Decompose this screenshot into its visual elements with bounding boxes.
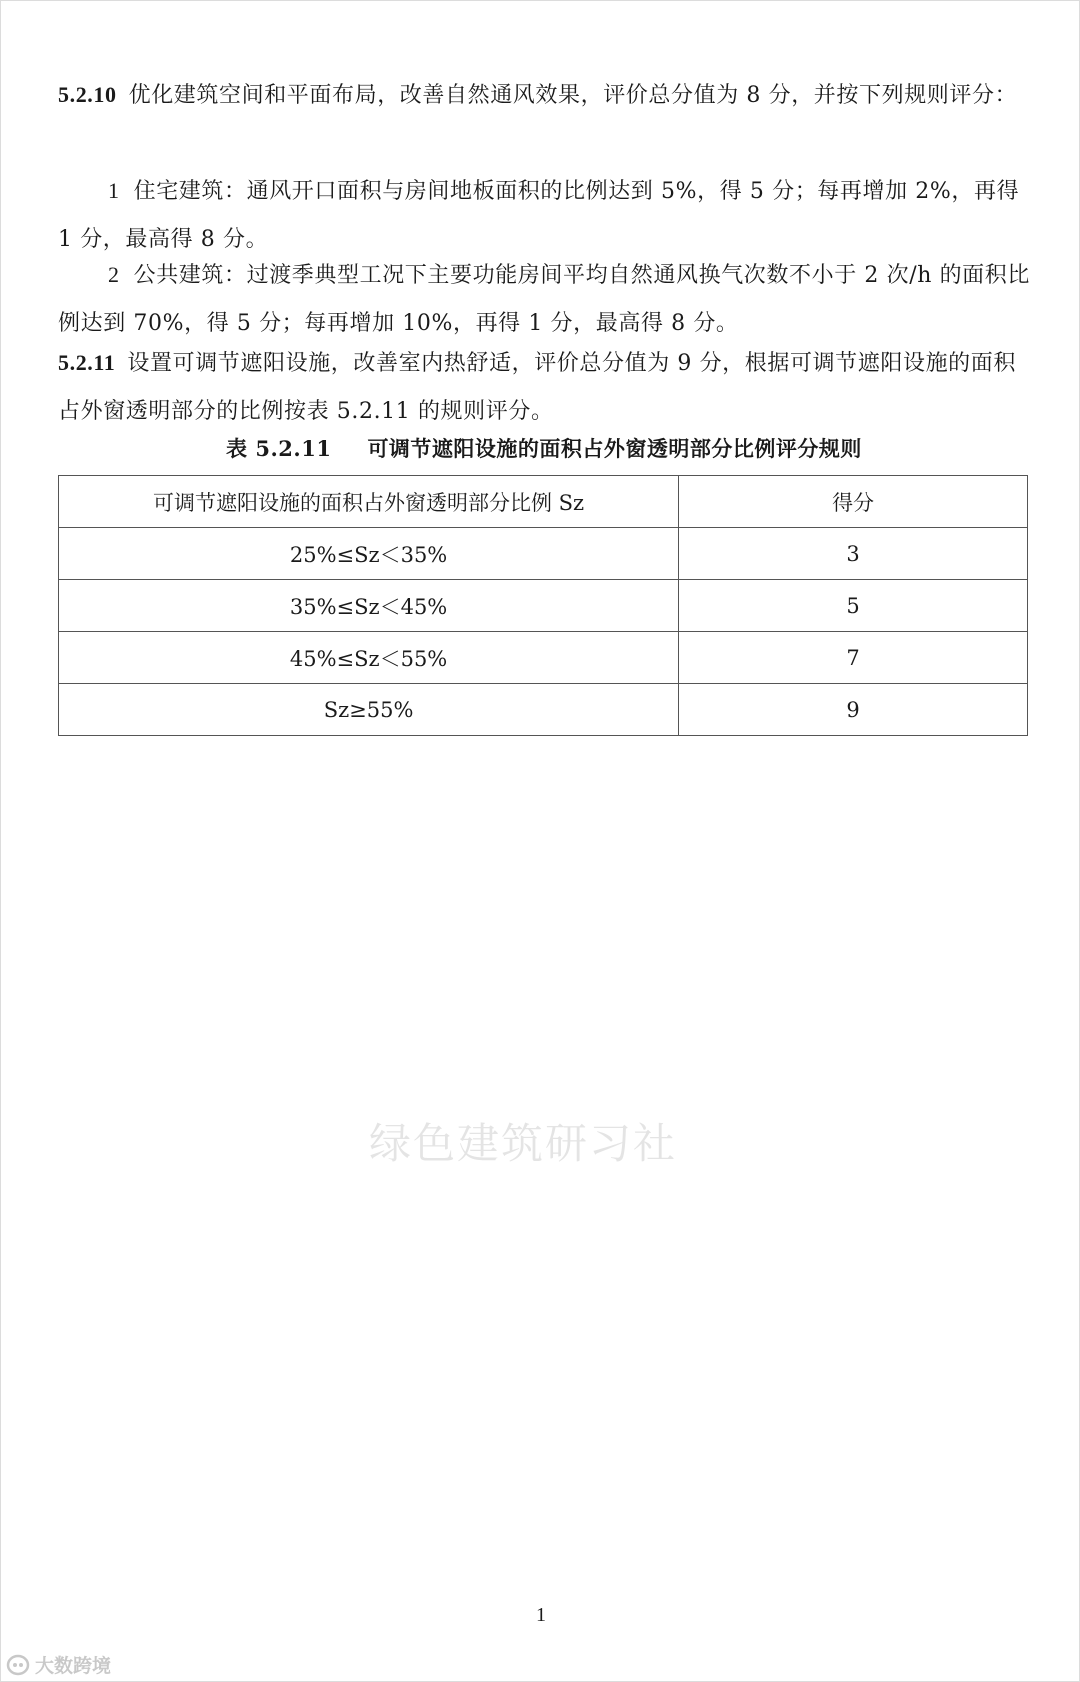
- clause-number: 5.2.10: [58, 82, 117, 107]
- clause-5-2-10: [58, 71, 1030, 120]
- table-header-row: [59, 476, 1028, 528]
- corner-watermark-logo-icon: [5, 1651, 145, 1679]
- clause-text: 优化建筑空间和平面布局，改善自然通风效果，评价总分值为 8 分，并按下列规则评分：: [128, 83, 1018, 108]
- table-cell-score: 7: [679, 632, 1028, 684]
- table-row: [59, 632, 1028, 684]
- table-caption-label: 表 5.2.11: [226, 436, 332, 461]
- table-caption-title: 可调节遮阳设施的面积占外窗透明部分比例评分规则: [367, 436, 862, 461]
- table-caption: [58, 435, 1030, 463]
- clause-5-2-10-item-1: [58, 167, 1030, 264]
- table-header-ratio: 可调节遮阳设施的面积占外窗透明部分比例 Sz: [59, 476, 679, 528]
- clause-5-2-10-item-2: [58, 251, 1030, 348]
- table-row: [59, 684, 1028, 736]
- clause-number: 5.2.11: [58, 350, 116, 375]
- item-text: 公共建筑：过渡季典型工况下主要功能房间平均自然通风换气次数不小于 2 次/h 的面积比例达到 70%，得 5 分；每再增加 10%，再得 1 分，最高得 8 分。: [58, 263, 1030, 336]
- page-number: 1: [536, 1604, 546, 1626]
- clause-text: 设置可调节遮阳设施，改善室内热舒适，评价总分值为 9 分，根据可调节遮阳设施的面积占外窗透明部分的比例按表 5.2.11 的规则评分。: [58, 351, 1016, 424]
- table-cell-ratio: Sz≥55%: [59, 684, 679, 736]
- table-row: [59, 580, 1028, 632]
- table-cell-score: 5: [679, 580, 1028, 632]
- table-cell-score: 3: [679, 528, 1028, 580]
- table-row: [59, 528, 1028, 580]
- table-cell-ratio: 25%≤Sz＜35%: [59, 528, 679, 580]
- item-number: 2: [108, 262, 120, 287]
- corner-watermark: [5, 1651, 145, 1679]
- table-cell-score: 9: [679, 684, 1028, 736]
- scoring-table: [58, 475, 1028, 736]
- table-header-score: 得分: [679, 476, 1028, 528]
- item-number: 1: [108, 178, 120, 203]
- clause-5-2-11: [58, 339, 1030, 436]
- table-cell-ratio: 45%≤Sz＜55%: [59, 632, 679, 684]
- table-cell-ratio: 35%≤Sz＜45%: [59, 580, 679, 632]
- svg-text:大数跨境: 大数跨境: [35, 1655, 112, 1677]
- center-watermark: 绿色建筑研习社: [369, 1119, 678, 1168]
- item-text: 住宅建筑：通风开口面积与房间地板面积的比例达到 5%，得 5 分；每再增加 2%，再得 1 分，最高得 8 分。: [58, 179, 1020, 252]
